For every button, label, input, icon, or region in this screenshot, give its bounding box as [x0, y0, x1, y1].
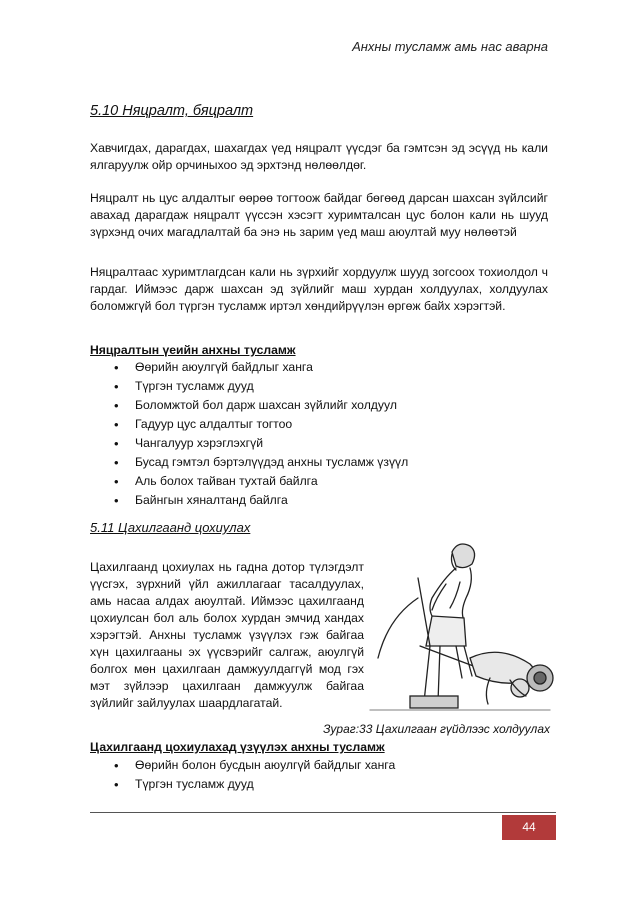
paragraph-electric: Цахилгаанд цохиулах нь гадна дотор түлэгдэлт үүсгэх, зүрхний үйл ажиллагааг тасалдуулах, амь насаа алдах аюултай. Иймээс цахилгаанд цохиулсан бол аль болох хурдан эмчид хандах хэрэгтэй. Анхны тусламж үзүүлэх гэж байгаа хүн цахилгааны эх үүсвэрийг салгаж, аюулгүй болгох мөн цахилгаан дамжуулдаггүй мод гэх мэт зүйлээр цахилгаан дамжуулж байгаа зүйлийг зайлуулах шаардлагатай. — [90, 560, 364, 710]
page-number-badge: 44 — [502, 815, 556, 840]
list-item: • Аль болох тайван тухтай байлга — [90, 472, 408, 491]
footer-divider — [90, 812, 556, 813]
paragraph-crush-2: Няцралт нь цус алдалтыг өөрөө тогтоож байдаг бөгөөд дарсан шахсан зүйлсийг авахад дарагдаж няцралт үүссэн хэсэгт хуримталсан цус болон кали нь шууд зүрхэнд очих магадлалтай ба энэ нь зарим үед маш аюултай муу нөлөөтэй — [90, 191, 548, 239]
list-item: • Бусад гэмтэл бэртэлүүдэд анхны тусламж үзүүл — [90, 453, 408, 472]
list-item: • Чангалуур хэрэглэхгүй — [90, 434, 408, 453]
list-item: • Түргэн тусламж дууд — [90, 775, 395, 794]
list-item: • Байнгын хяналтанд байлга — [90, 491, 408, 510]
list-item: • Өөрийн болон бусдын аюулгүй байдлыг ханга — [90, 756, 395, 775]
firstaid-title-crush: Няцралтын үеийн анхны тусламж — [90, 343, 296, 357]
bullet-list-electric — [90, 756, 395, 794]
section-heading-crush: 5.10 Няцралт, бяцралт — [90, 103, 254, 119]
running-header: Анхны тусламж амь нас аварна — [352, 39, 548, 54]
section-heading-electric: 5.11 Цахилгаанд цохиулах — [90, 520, 251, 535]
bullet-list-crush — [90, 358, 408, 510]
list-item: • Өөрийн аюулгүй байдлыг ханга — [90, 358, 408, 377]
list-item: • Боломжтой бол дарж шахсан зүйлийг холдуул — [90, 396, 408, 415]
firstaid-title-electric: Цахилгаанд цохиулахад үзүүлэх анхны тусламж — [90, 740, 385, 754]
paragraph-crush-3: Няцралтаас хуримтлагдсан кали нь зүрхийг хордуулж шууд зогсоох тохиолдол ч гардаг. Иймээс дарж шахсан эд зүйлийг маш хурдан холдуулах, холдуулах боломжгүй бол түргэн тусламж иртэл хөндийрүүлэн өргөж байх хэрэгтэй. — [90, 265, 548, 313]
list-item: • Гадуур цус алдалтыг тогтоо — [90, 415, 408, 434]
rescue-illustration — [360, 538, 560, 715]
list-item: • Түргэн тусламж дууд — [90, 377, 408, 396]
paragraph-crush-1: Хавчигдах, дарагдах, шахагдах үед няцралт үүсдэг ба гэмтсэн эд эсүүд нь кали ялгаруулж ойр орчиныхоо эд эрхтэнд нөлөөлдөг. — [90, 141, 548, 172]
figure-caption: Зураг:33 Цахилгаан гүйдлээс холдуулах — [323, 722, 550, 736]
